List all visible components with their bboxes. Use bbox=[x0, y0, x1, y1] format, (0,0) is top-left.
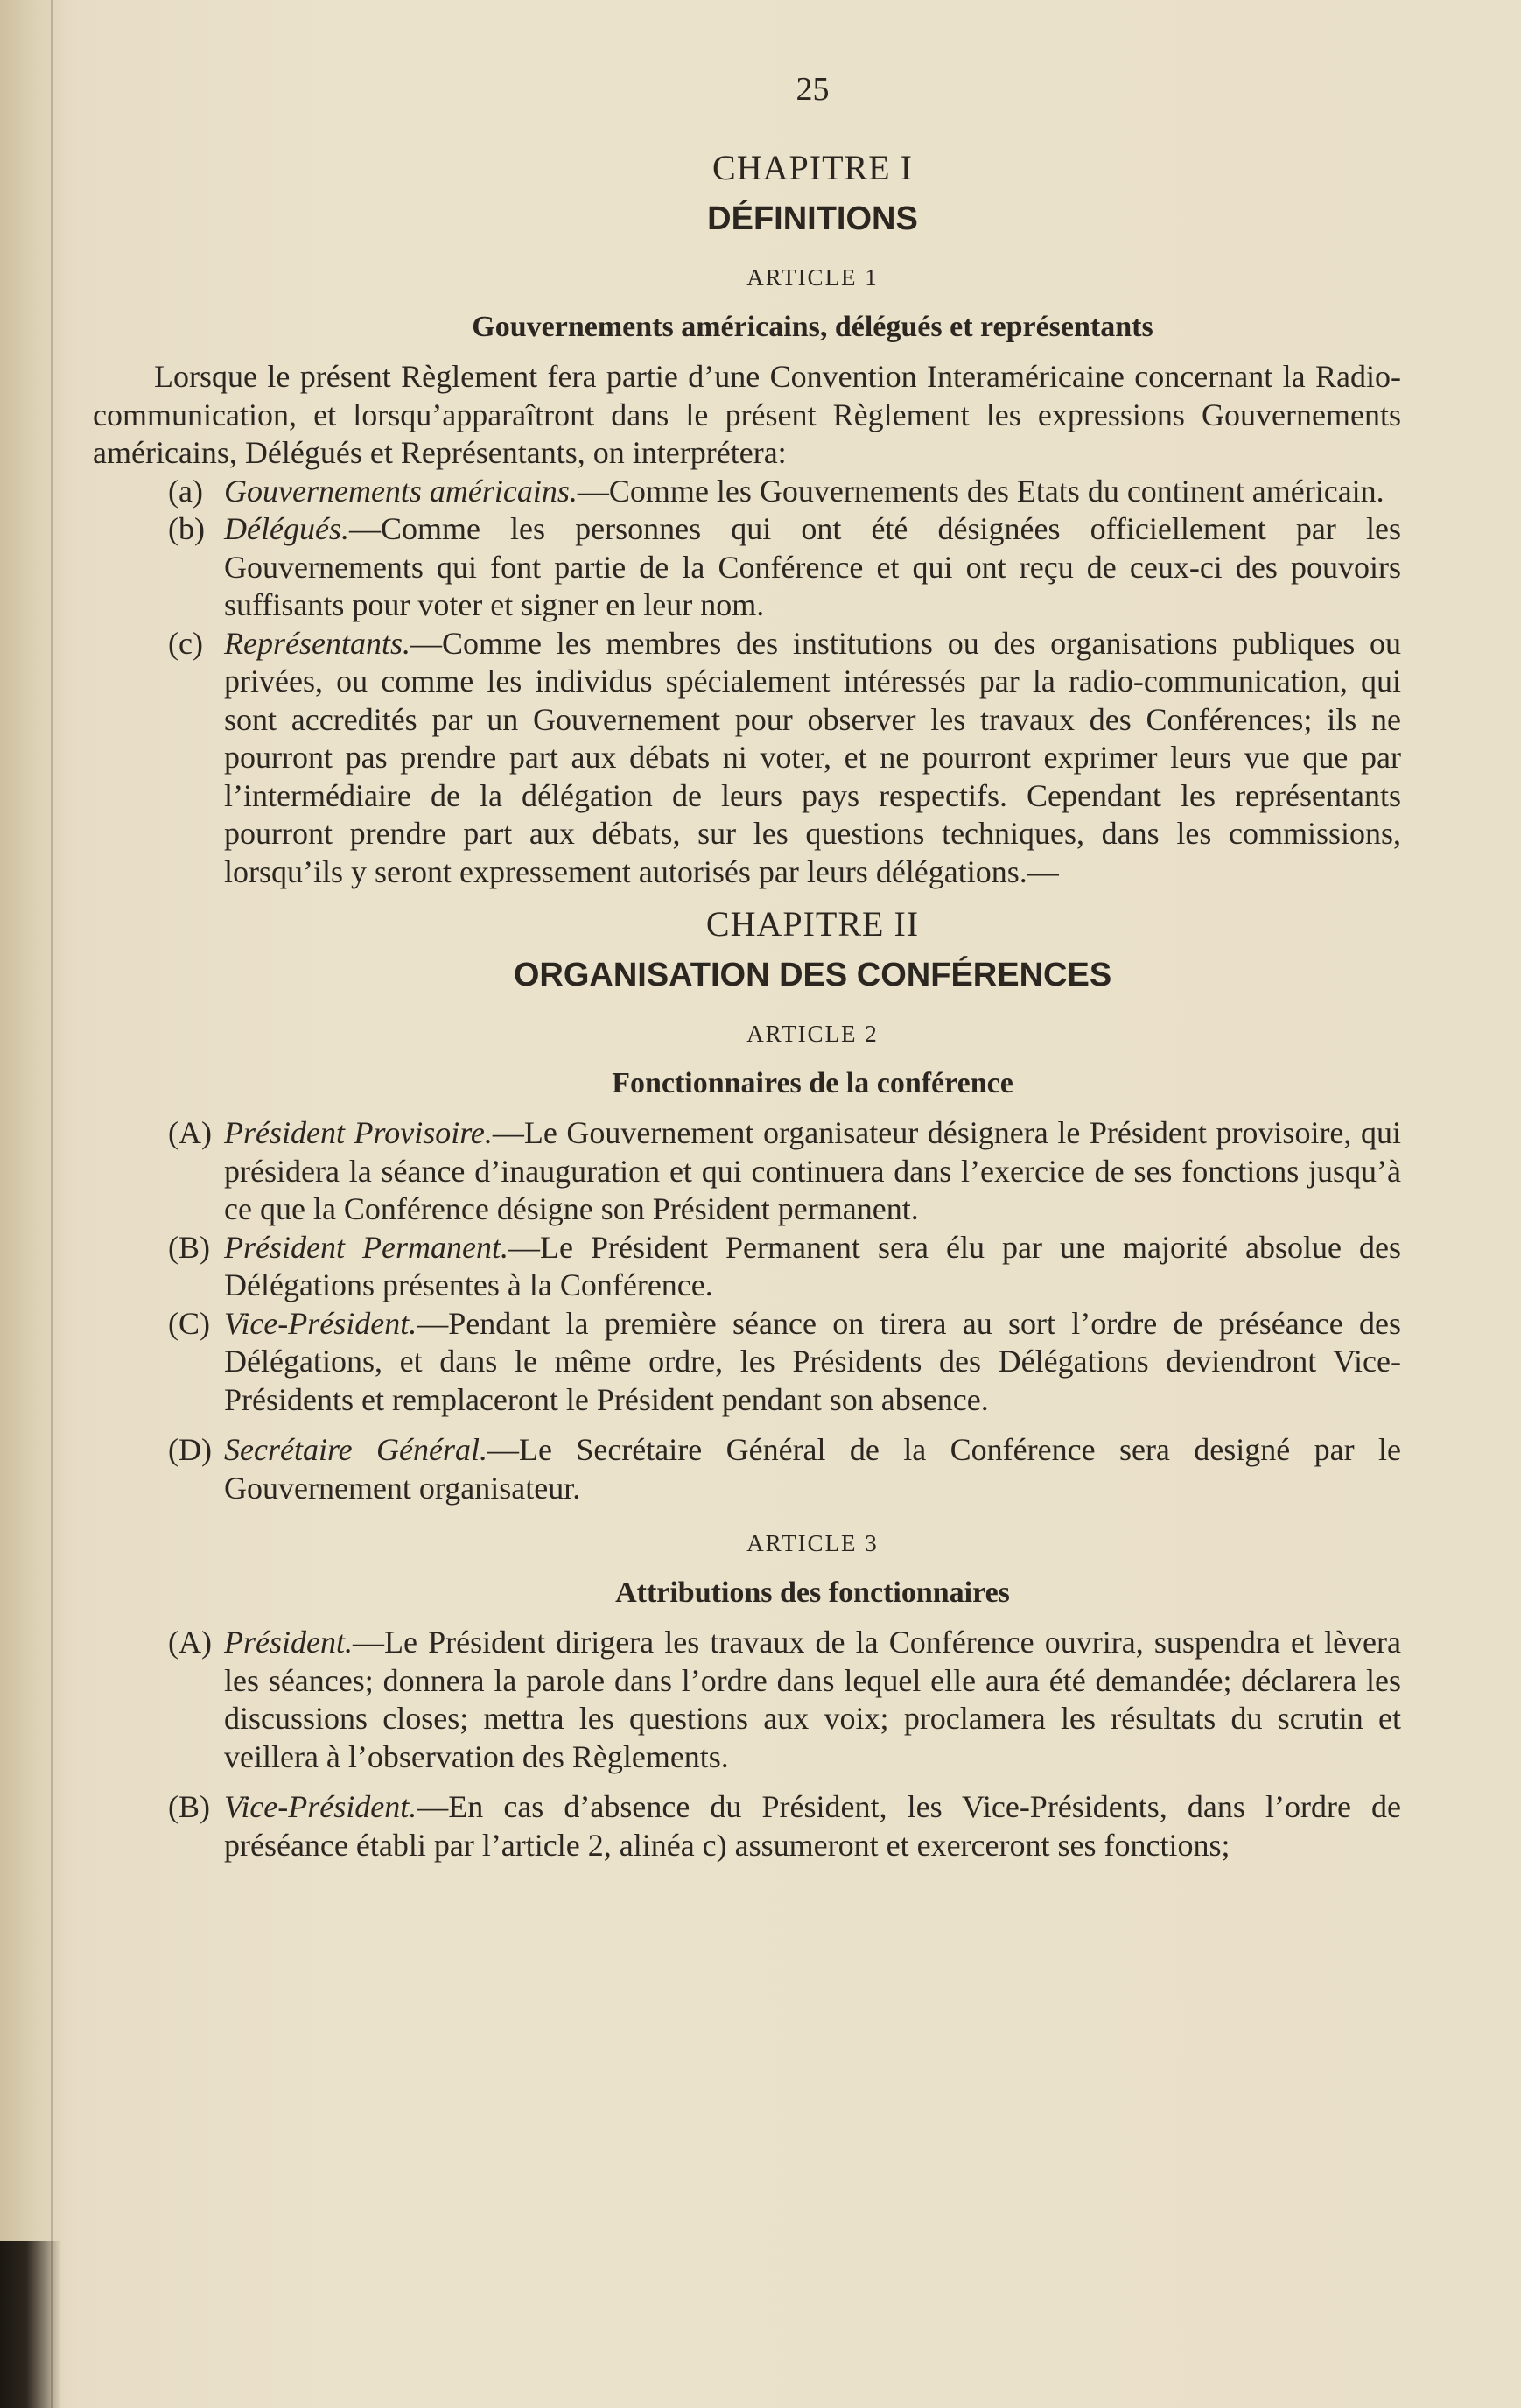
article-1-intro: Lorsque le présent Règlement fera partie d’une Convention Interaméricaine concernant la Radio-communication, et lorsqu’apparaîtront dans le présent Règlement les expressions Gouvernements américains, Délégués et Représentants, on interprétera: bbox=[93, 359, 1401, 470]
item-text: —Le Gouvernement organisateur désignera le Président provisoire, qui présidera la séance d’inauguration et qui continuera dans l’exercice de ses fonctions jusqu’à ce que la Conférence désigne son Président permanent. bbox=[224, 1115, 1401, 1226]
chapter-2-heading: CHAPITRE II bbox=[705, 904, 920, 944]
chapter-2-title: ORGANISATION DES CONFÉRENCES bbox=[513, 957, 1112, 993]
item-label: (c) bbox=[168, 625, 203, 661]
item-term: Vice-Président. bbox=[224, 1789, 417, 1824]
item-label: (C) bbox=[168, 1305, 210, 1341]
article-2-item-d bbox=[93, 1431, 1401, 1507]
item-term: Secrétaire Général. bbox=[224, 1432, 487, 1467]
item-term: Président. bbox=[224, 1625, 353, 1660]
page-spine bbox=[51, 0, 53, 2408]
article-1-item-c bbox=[93, 625, 1401, 892]
item-term: Président Provisoire. bbox=[224, 1115, 493, 1150]
item-label: (A) bbox=[168, 1625, 212, 1660]
item-text: —Pendant la première séance on tirera au sort l’ordre de préséance des Délégations, et dans le même ordre, les Présidents des Délégations deviendront Vice-Présidents et remplaceront le Président pendant son absence. bbox=[224, 1305, 1401, 1417]
article-1-title: Gouvernements américains, délégués et représentants bbox=[472, 311, 1153, 343]
item-text: —Le Président Permanent sera élu par une majorité absolue des Délégations présentes à la Conférence. bbox=[224, 1229, 1401, 1302]
page-content bbox=[93, 70, 1401, 1864]
item-text: —Le Secrétaire Général de la Conférence sera designé par le Gouvernement organisateur. bbox=[224, 1432, 1401, 1506]
item-term: Vice-Président. bbox=[224, 1305, 417, 1341]
article-2-item-a bbox=[93, 1114, 1401, 1229]
chapter-1-heading: CHAPITRE I bbox=[712, 148, 913, 187]
item-label: (A) bbox=[168, 1115, 212, 1150]
item-label: (B) bbox=[168, 1789, 210, 1824]
item-term: Délégués. bbox=[224, 511, 349, 546]
article-3-title: Attributions des fonctionnaires bbox=[615, 1576, 1010, 1609]
item-text: —Comme les membres des institutions ou des organisations publiques ou privées, ou comme les individus spécialement intéressés par la radio-communication, qui sont accredités par un Gouvernement pour observer les travaux des Conférences; ils ne pourront pas prendre part aux débats ni voter, et ne pourront exprimer leurs vue que par l’intermédiaire de la délégation de leurs pays respectifs. Cependant les représentants pourront prendre part aux débats, sur les questions techniques, dans les commissions, lorsqu’ils y seront expressement autorisés par leurs délégations.— bbox=[224, 625, 1401, 889]
article-2-heading: ARTICLE 2 bbox=[746, 1021, 879, 1047]
article-1-item-a bbox=[93, 473, 1401, 511]
article-2-item-c bbox=[93, 1305, 1401, 1420]
item-text: —En cas d’absence du Président, les Vice-Présidents, dans l’ordre de préséance établi par l’article 2, alinéa c) assumeront et exerceront ses fonctions; bbox=[224, 1789, 1401, 1863]
page-number: 25 bbox=[796, 71, 830, 108]
article-3-item-b bbox=[93, 1788, 1401, 1864]
article-3-heading: ARTICLE 3 bbox=[746, 1530, 879, 1556]
item-label: (a) bbox=[168, 473, 203, 509]
item-label: (b) bbox=[168, 511, 205, 546]
item-text: —Le Président dirigera les travaux de la Conférence ouvrira, suspendra et lèvera les séances; donnera la parole dans l’ordre dans lequel elle aura été demandée; déclarera les discussions closes; mettra les questions aux voix; proclamera les résultats du scrutin et veillera à l’observation des Règlements. bbox=[224, 1625, 1401, 1774]
article-2-item-b bbox=[93, 1229, 1401, 1305]
article-3-item-a bbox=[93, 1624, 1401, 1776]
article-2-title: Fonctionnaires de la conférence bbox=[612, 1067, 1013, 1099]
item-term: Gouvernements américains. bbox=[224, 473, 578, 509]
article-1-item-b bbox=[93, 510, 1401, 625]
item-term: Président Permanent. bbox=[224, 1229, 508, 1265]
item-term: Représentants. bbox=[224, 625, 410, 661]
item-label: (B) bbox=[168, 1229, 210, 1265]
item-label: (D) bbox=[168, 1432, 212, 1467]
item-text: —Comme les Gouvernements des Etats du continent américain. bbox=[577, 473, 1384, 509]
chapter-1-title: DÉFINITIONS bbox=[707, 200, 918, 237]
item-text: —Comme les personnes qui ont été désignées officiellement par les Gouvernements qui font partie de la Conférence et qui ont reçu de ceux-ci des pouvoirs suffisants pour voter et signer en leur nom. bbox=[224, 511, 1401, 622]
gutter-shadow bbox=[0, 2241, 61, 2408]
article-1-heading: ARTICLE 1 bbox=[746, 264, 879, 291]
